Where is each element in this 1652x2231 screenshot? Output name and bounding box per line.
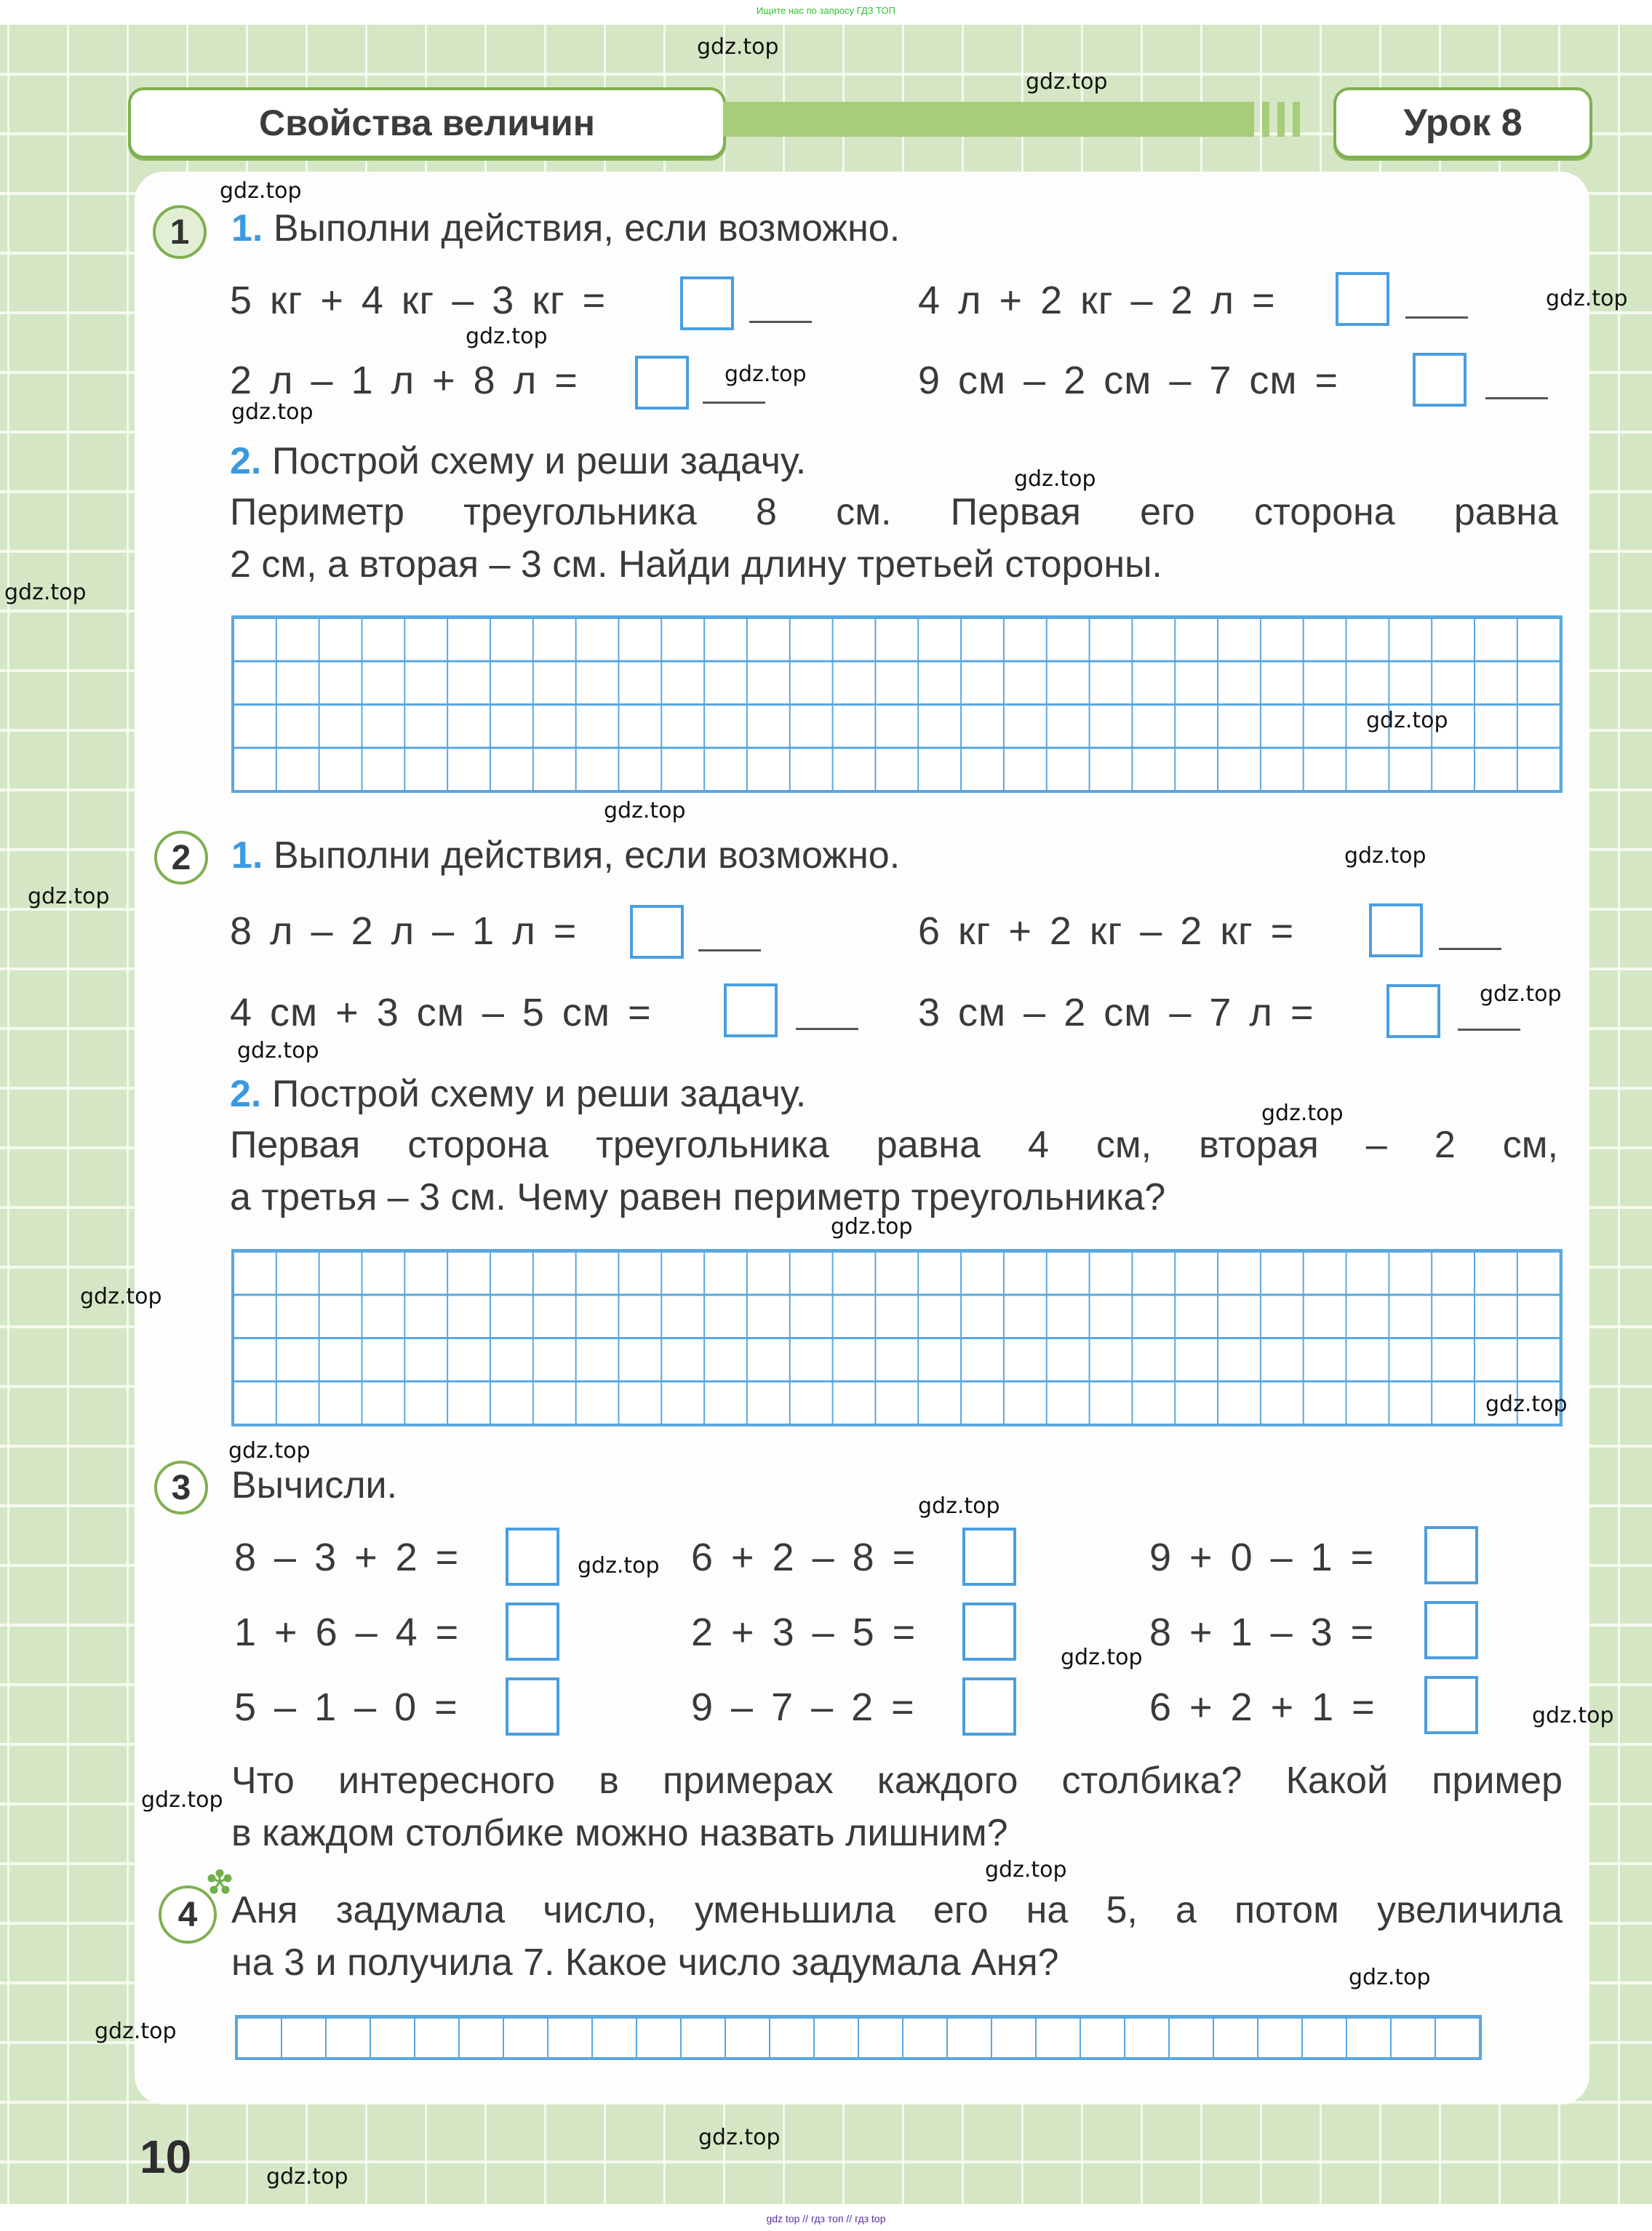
lesson-label: Урок 8 [1333, 87, 1592, 159]
expression: 9 – 7 – 2 = [691, 1685, 915, 1729]
subtask-title: Выполни действия, если возможно. [273, 834, 901, 877]
watermark: gdz.top [1344, 843, 1426, 869]
subtask-title: Выполни действия, если возможно. [273, 207, 901, 250]
expression: 8 + 1 – 3 = [1149, 1611, 1375, 1654]
answer-box[interactable] [1424, 1676, 1478, 1734]
expression: 9 + 0 – 1 = [1149, 1536, 1375, 1579]
answer-grid[interactable] [231, 615, 1563, 793]
expression: 6 + 2 + 1 = [1149, 1685, 1376, 1729]
answer-box[interactable] [962, 1603, 1016, 1661]
expression: 8 л – 2 л – 1 л = [230, 909, 578, 953]
watermark: gdz.top [1061, 1645, 1143, 1670]
unit-blank[interactable] [749, 321, 812, 323]
watermark: gdz.top [466, 324, 548, 349]
answer-box[interactable] [1424, 1526, 1478, 1584]
watermark: gdz.top [237, 1038, 319, 1063]
answer-box[interactable] [962, 1528, 1016, 1586]
watermark: gdz.top [578, 1553, 660, 1579]
unit-blank[interactable] [1458, 1029, 1520, 1031]
unit-blank[interactable] [1485, 397, 1548, 399]
expression: 8 – 3 + 2 = [234, 1536, 460, 1579]
subtask-number: 2. [230, 1073, 262, 1115]
expression: 5 кг + 4 кг – 3 кг = [230, 279, 607, 322]
page-number: 10 [140, 2131, 192, 2183]
watermark: gdz.top [1480, 981, 1562, 1007]
watermark: gdz.top [266, 2164, 348, 2190]
header-decor-stripe [1293, 102, 1300, 137]
question-text-line: Что интересного в примерах каждого столбика? Какой пример [231, 1760, 1563, 1802]
watermark: gdz.top [918, 1493, 1000, 1519]
watermark: gdz.top [604, 798, 686, 823]
answer-box[interactable] [1369, 903, 1423, 957]
expression: 6 кг + 2 кг – 2 кг = [918, 909, 1295, 953]
answer-box[interactable] [1424, 1601, 1478, 1659]
answer-box[interactable] [506, 1677, 559, 1736]
problem-text-line: Первая сторона треугольника равна 4 см, вторая – 2 см, [230, 1124, 1558, 1166]
answer-grid[interactable] [235, 2015, 1482, 2060]
answer-box[interactable] [506, 1603, 559, 1661]
expression: 2 л – 1 л + 8 л = [230, 359, 578, 402]
task-2-1-heading [231, 834, 901, 877]
unit-blank[interactable] [1439, 948, 1501, 950]
header-decor-stripe [1277, 102, 1285, 137]
watermark: gdz.top [231, 399, 314, 425]
subtask-number: 1. [231, 834, 263, 877]
answer-box[interactable] [724, 983, 778, 1037]
unit-blank[interactable] [698, 949, 761, 951]
answer-box[interactable] [635, 356, 689, 410]
problem-text-line: Периметр треугольника 8 см. Первая его сторона равна [230, 491, 1558, 533]
subtask-title: Построй схему и реши задачу. [271, 1073, 807, 1115]
watermark: gdz.top [4, 580, 87, 605]
task-2-2-heading [230, 1075, 806, 1113]
expression: 4 л + 2 кг – 2 л = [918, 279, 1276, 322]
header-decor-stripe [1262, 102, 1269, 137]
unit-blank[interactable] [1405, 316, 1468, 319]
watermark: gdz.top [95, 2019, 177, 2044]
answer-box[interactable] [1413, 353, 1467, 407]
expression: 4 см + 3 см – 5 см = [230, 991, 652, 1034]
answer-box[interactable] [630, 905, 684, 959]
expression: 2 + 3 – 5 = [691, 1611, 917, 1654]
watermark: gdz.top [220, 178, 302, 204]
task-1-2-heading [230, 442, 806, 480]
watermark: gdz.top [831, 1214, 913, 1240]
asterisk-flower-icon [207, 1869, 232, 1894]
watermark: gdz.top [1026, 69, 1108, 95]
watermark: gdz.top [1546, 286, 1628, 311]
problem-text-line: на 3 и получила 7. Какое число задумала Аня? [231, 1941, 1059, 1984]
task-3-title: Вычисли. [231, 1464, 398, 1506]
unit-blank[interactable] [703, 402, 765, 404]
watermark: gdz.top [228, 1438, 311, 1464]
watermark: gdz.top [1532, 1703, 1614, 1728]
watermark: gdz.top [80, 1284, 162, 1309]
expression: 9 см – 2 см – 7 см = [918, 359, 1339, 402]
watermark: gdz.top [725, 362, 807, 387]
subtask-number: 1. [231, 207, 263, 250]
task-badge-2: 2 [154, 831, 208, 885]
problem-text-line: Аня задумала число, уменьшила его на 5, а потом увеличила [231, 1889, 1563, 1931]
watermark: gdz.top [697, 34, 779, 60]
answer-grid[interactable] [231, 1249, 1563, 1426]
watermark: gdz.top [698, 2125, 781, 2150]
problem-text-line: 2 см, а вторая – 3 см. Найди длину третьей стороны. [230, 543, 1162, 586]
answer-box[interactable] [506, 1528, 559, 1586]
watermark: gdz.top [1261, 1101, 1344, 1126]
expression: 1 + 6 – 4 = [234, 1611, 460, 1654]
subtask-number: 2. [230, 440, 262, 482]
watermark: gdz.top [1485, 1392, 1568, 1417]
task-1-1-heading [231, 207, 901, 250]
answer-box[interactable] [1386, 984, 1440, 1038]
problem-text-line: а третья – 3 см. Чему равен периметр треугольника? [230, 1176, 1166, 1218]
answer-box[interactable] [962, 1677, 1016, 1736]
top-banner: Ищите нас по запросу ГДЗ ТОП [757, 5, 895, 16]
expression: 3 см – 2 см – 7 л = [918, 991, 1314, 1034]
task-badge-4: 4 [159, 1885, 217, 1944]
watermark: gdz.top [28, 884, 110, 909]
task-badge-3: 3 [154, 1461, 208, 1514]
subtask-title: Построй схему и реши задачу. [271, 440, 807, 482]
watermark: gdz.top [1014, 466, 1096, 492]
watermark: gdz.top [1366, 708, 1448, 733]
expression: 6 + 2 – 8 = [691, 1536, 917, 1579]
header-decor-bar [723, 102, 1254, 137]
watermark: gdz.top [141, 1787, 223, 1813]
task-badge-1: 1 [153, 205, 207, 259]
answer-box[interactable] [1336, 272, 1389, 326]
topic-title: Свойства величин [128, 87, 726, 159]
question-text-line: в каждом столбике можно назвать лишним? [231, 1812, 1008, 1854]
watermark: gdz.top [1349, 1965, 1431, 1990]
unit-blank[interactable] [796, 1028, 858, 1030]
expression: 5 – 1 – 0 = [234, 1685, 458, 1729]
watermark: gdz.top [985, 1857, 1067, 1883]
answer-box[interactable] [680, 276, 734, 330]
bottom-banner: gdz top // гдз топ // гдз top [766, 2213, 886, 2224]
